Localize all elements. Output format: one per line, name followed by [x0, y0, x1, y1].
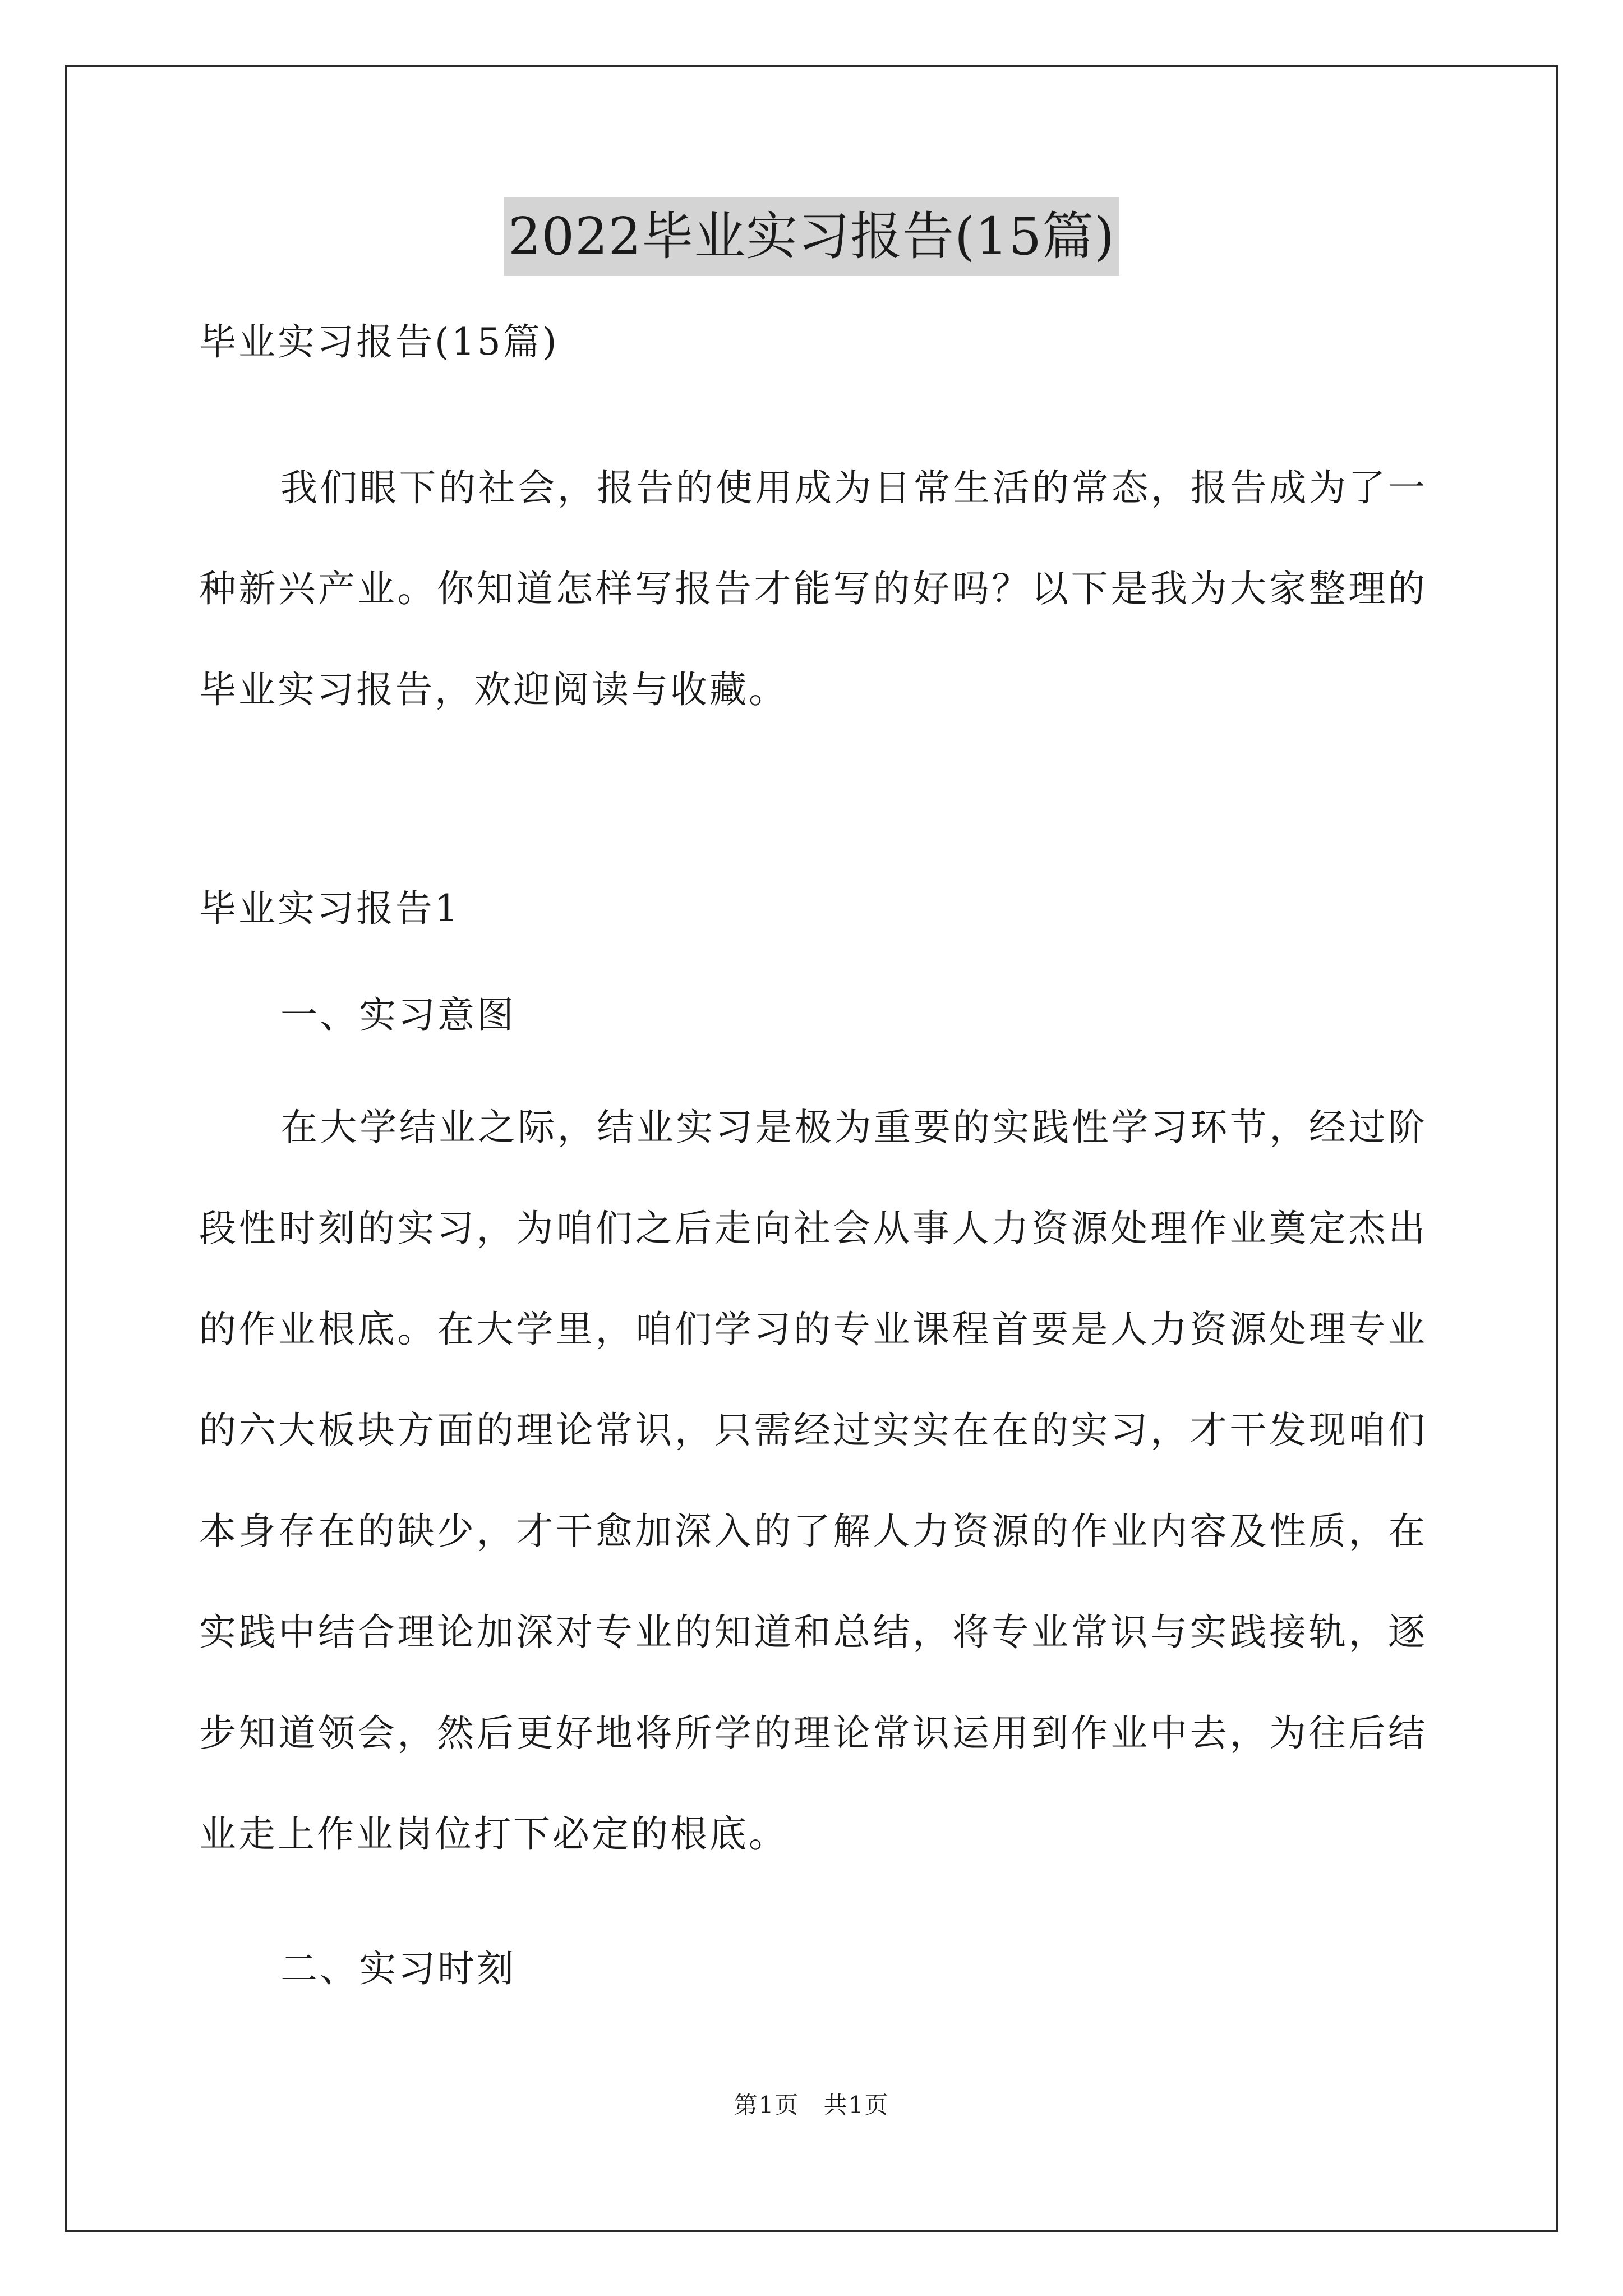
section-title: 毕业实习报告1 [199, 887, 460, 930]
page-number: 第1页 [734, 2091, 800, 2119]
intro-paragraph: 我们眼下的社会，报告的使用成为日常生活的常态，报告成为了一种新兴产业。你知道怎样写报告才能写的好吗？以下是我为大家整理的毕业实习报告，欢迎阅读与收藏。 [199, 466, 1427, 711]
page-footer [0, 2087, 1623, 2120]
document-title: 2022毕业实习报告(15篇) [504, 197, 1119, 276]
page-total: 共1页 [823, 2091, 889, 2119]
body-paragraph: 在大学结业之际，结业实习是极为重要的实践性学习环节，经过阶段性时刻的实习，为咱们之后走向社会从事人力资源处理作业奠定杰出的作业根底。在大学里，咱们学习的专业课程首要是人力资源处理专业的六大板块方面的理论常识，只需经过实实在在的实习，才干发现咱们本身存在的缺少，才干愈加深入的了解人力资源的作业内容及性质，在实践中结合理论加深对专业的知道和总结，将专业常识与实践接轨，逐步知道领会，然后更好地将所学的理论常识运用到作业中去，为往后结业走上作业岗位打下必定的根底。 [199, 1106, 1427, 1856]
document-subtitle: 毕业实习报告(15篇) [199, 320, 559, 364]
heading-purpose: 一、实习意图 [280, 993, 516, 1037]
title-container [0, 197, 1623, 276]
heading-time: 二、实习时刻 [280, 1947, 516, 1990]
